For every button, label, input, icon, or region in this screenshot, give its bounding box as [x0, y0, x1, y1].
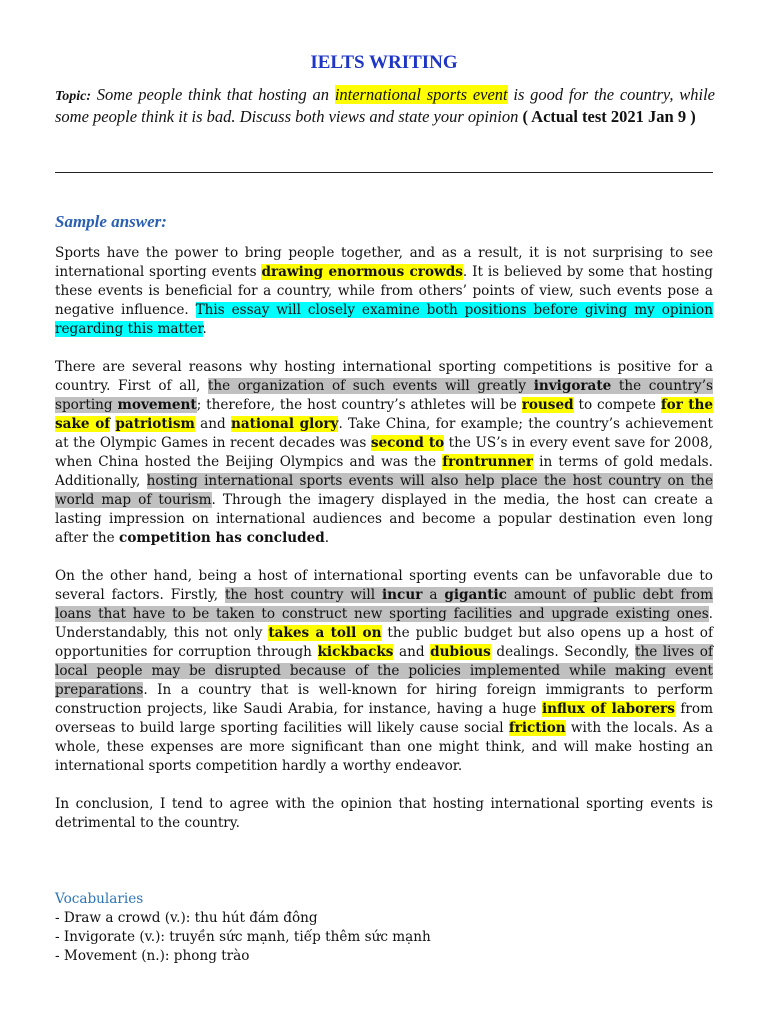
text-run: On the other hand, being a host of international sporting events can be unfavorable due to several factors. Firstly, [55, 568, 713, 603]
topic-label: Topic: [55, 89, 92, 104]
essay-paragraph-positive [55, 358, 713, 548]
keyword-highlight: drawing enormous crowds [261, 264, 463, 280]
vocabulary-item: - Movement (n.): phong trào [55, 948, 250, 964]
keyword-highlight: second to [370, 435, 445, 451]
topic-highlight: international sports event [334, 85, 508, 104]
text-run: from overseas to build large sporting facilities will likely cause social [55, 701, 714, 736]
keyword-highlight: patriotism [115, 416, 195, 432]
keyword-highlight: kickbacks [317, 644, 394, 660]
text-run: the organization of such events will greatly [207, 378, 534, 394]
text-run: Sports have the power to bring people together, and as a result, it is not surprising to see international sporting events [55, 245, 713, 280]
text-run: In conclusion, I tend to agree with the opinion that hosting international sporting events is detrimental to the country. [55, 796, 713, 831]
essay-paragraph-conclusion [55, 795, 713, 833]
vocabulary-item: - Invigorate (v.): truyền sức mạnh, tiếp thêm sức mạnh [55, 929, 431, 945]
text-run: . It is believed by some that hosting these events is beneficial for a country, while from others’ points of view, such events pose a negative influence. [55, 264, 713, 318]
vocabulary-section [55, 890, 713, 966]
text-run: a [422, 587, 445, 603]
text-run: with the locals. As a whole, these expenses are more significant than one might think, and will make hosting an international sports competition hardly a worthy endeavor. [55, 720, 713, 774]
bold-term: competition has concluded [119, 530, 325, 546]
keyword-highlight: frontrunner [442, 454, 534, 470]
topic-text-pre: Some people think that hosting an [91, 85, 335, 104]
vocabulary-heading: Vocabularies [55, 891, 144, 907]
vocabulary-item: - Draw a crowd (v.): thu hút đám đông [55, 910, 318, 926]
separator-line [55, 172, 713, 173]
keyword-highlight: dubious [430, 644, 491, 660]
text-run: There are several reasons why hosting international sporting competitions is positive for a country. First of all, [55, 359, 713, 394]
text-run: the host country will [224, 587, 382, 603]
topic-reference: ( Actual test 2021 Jan 9 ) [522, 107, 696, 126]
text-run: . In a country that is well-known for hiring foreign immigrants to perform construction projects, like Saudi Arabia, for instance, having a huge [55, 682, 713, 717]
text-run: the public budget but also opens up a host of opportunities for corruption through [55, 625, 713, 660]
keyword-highlight: national glory [230, 416, 339, 432]
text-run: the US’s in every event save for 2008, when China hosted the Beijing Olympics and was the [55, 435, 713, 470]
text-run: and [194, 416, 231, 432]
keyword-highlight: takes a toll on [268, 625, 382, 641]
text-run: . Understandably, this not only [55, 606, 713, 641]
page-title: IELTS WRITING [310, 52, 458, 73]
text-run: . Through the imagery displayed in the media, the host can create a lasting impression on international audiences and become a popular destination even long after the [55, 492, 713, 546]
topic-text-post: is good for the country, while some people think it is bad. Discuss both views and state your opinion [55, 85, 715, 126]
essay-paragraph-intro [55, 244, 713, 339]
thesis-highlight: This essay will closely examine both positions before giving my opinion regarding this matter [55, 302, 713, 337]
text-run: in terms of gold medals. Additionally, [55, 454, 713, 489]
text-run: amount of public debt from loans that have to be taken to construct new sporting facilities and upgrade existing ones [55, 587, 713, 622]
essay-body [55, 244, 713, 833]
text-run: and [393, 644, 431, 660]
keyword-highlight: for the sake of [55, 397, 714, 432]
keyword-highlight: roused [521, 397, 574, 413]
bold-term: invigorate [533, 378, 612, 394]
text-run: . [202, 321, 207, 337]
bold-term: incur [382, 587, 423, 603]
text-run: . Take China, for example; the country’s achievement at the Olympic Games in recent decades was [55, 416, 713, 451]
keyword-highlight: influx of laborers [541, 701, 675, 717]
essay-paragraph-negative [55, 567, 713, 776]
bold-term: gigantic [444, 587, 507, 603]
sample-answer-heading: Sample answer: [55, 212, 167, 231]
bold-term: movement [117, 397, 197, 413]
text-run: . [324, 530, 330, 546]
text-run: the country’s sporting [55, 378, 713, 413]
topic-paragraph [55, 85, 715, 127]
text-run: ; therefore, the host country’s athletes will be [196, 397, 522, 413]
keyword-highlight: friction [508, 720, 566, 736]
text-run: dealings. Secondly, [490, 644, 635, 660]
text-run: to compete [573, 397, 661, 413]
idea-highlight: hosting international sports events will also help place the host country on the world map of tourism [55, 473, 713, 508]
idea-highlight: the lives of local people may be disrupted because of the policies implemented while making event preparations [55, 644, 714, 698]
